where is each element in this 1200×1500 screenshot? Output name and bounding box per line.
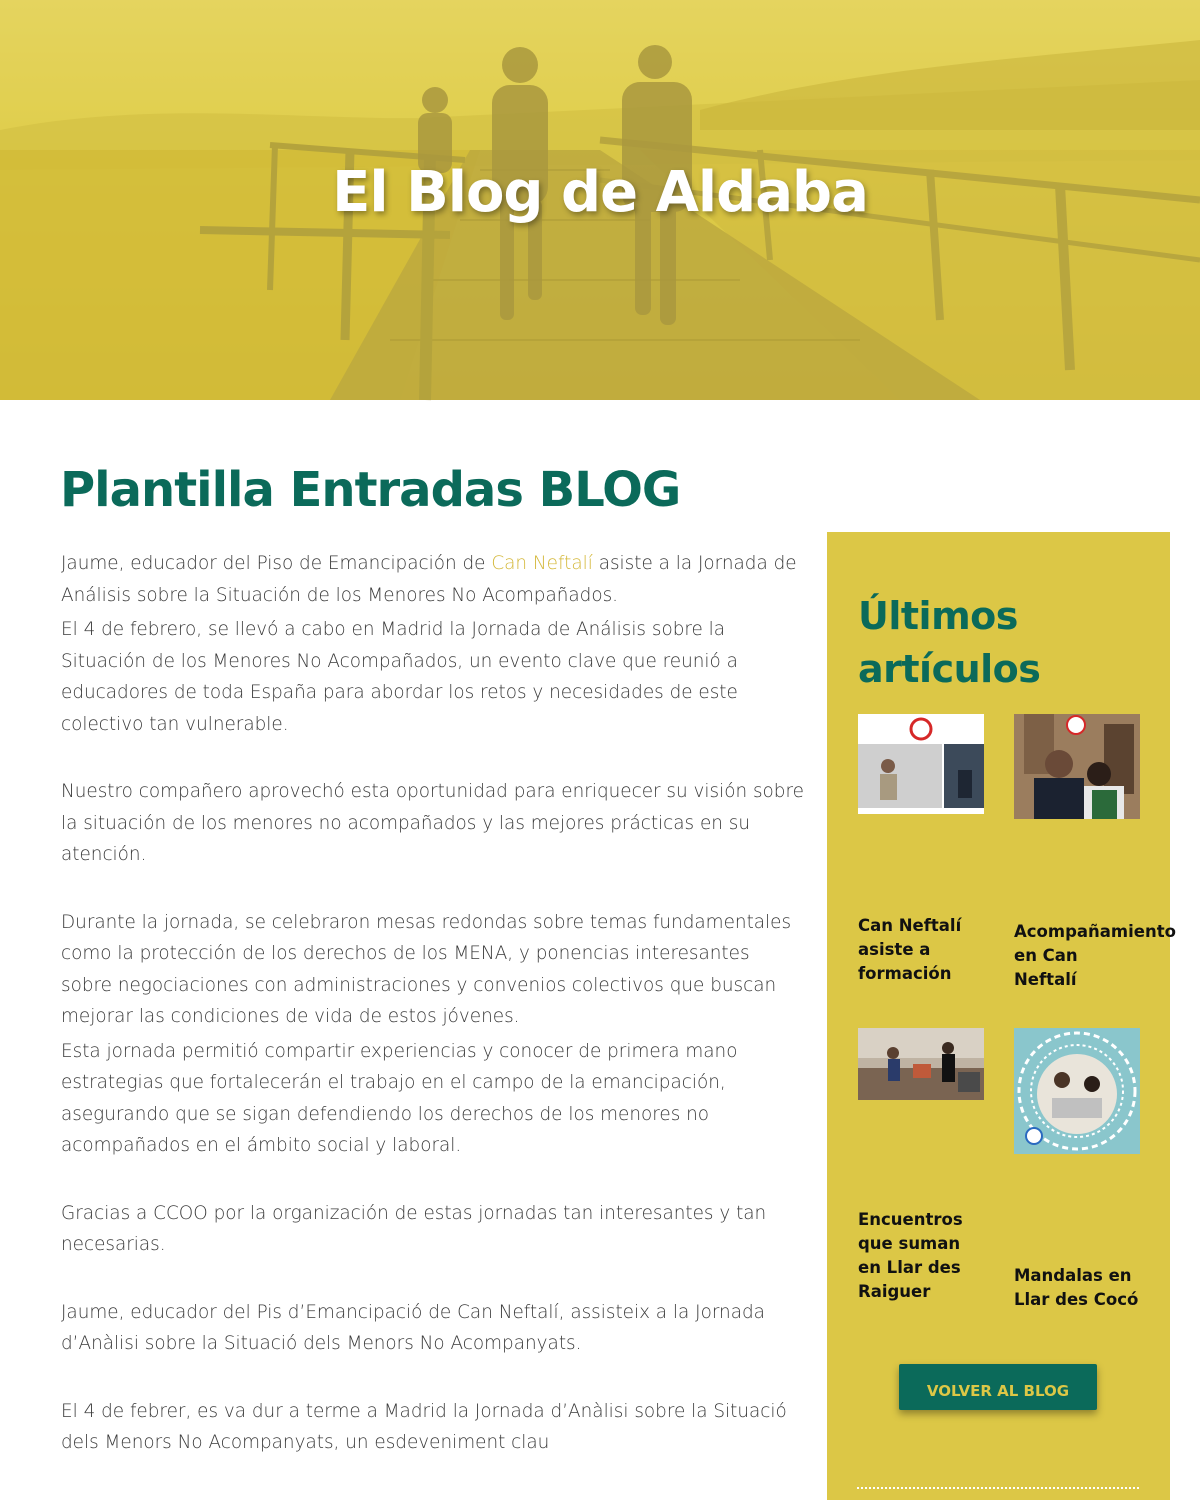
post-paragraph: Jaume, educador del Pis d’Emancipació de Can Neftalí, assisteix a la Jornada d’Anàlisi sobre la Situació dels Menors No Acompanyats. <box>61 1301 765 1354</box>
post-title: Plantilla Entradas BLOG <box>60 462 681 518</box>
post-paragraph: Durante la jornada, se celebraron mesas redondas sobre temas fundamentales como la protección de los derechos de los MENA, y ponencias interesantes sobre negociaciones con administraciones y convenios colectivos que buscan mejorar las condiciones de vida de estos jóvenes. <box>61 911 792 1027</box>
post-paragraph: Esta jornada permitió compartir experiencias y conocer de primera mano estrategias que fortalecerán el trabajo en el campo de la emancipación, asegurando que se sigan defendiendo los derechos de los menores no acompañados en el ámbito social y laboral. <box>61 1040 738 1156</box>
intro-text: asiste a la Jornada de Análisis sobre la Situación de los Menores No Acompañados. <box>61 553 797 606</box>
post-paragraph: El 4 de febrer, es va dur a terme a Madrid la Jornada d’Anàlisi sobre la Situació dels Menors No Acompanyats, un esdeveniment clau <box>61 1400 787 1453</box>
article-thumbnail[interactable] <box>858 1028 984 1100</box>
sidebar-divider <box>857 1487 1139 1489</box>
post-intro <box>61 548 806 611</box>
article-title[interactable]: Mandalas en Llar des Cocó <box>1014 1266 1139 1309</box>
can-neftali-link[interactable]: Can Neftalí <box>491 553 593 574</box>
article-title[interactable]: Can Neftalí asiste a formación <box>858 916 962 983</box>
article-thumbnail[interactable] <box>1014 1028 1140 1154</box>
back-to-blog-button[interactable]: VOLVER AL BLOG <box>899 1364 1097 1410</box>
hero-banner <box>0 0 1200 400</box>
sidebar-latest-articles <box>827 532 1176 1500</box>
post-paragraph: El 4 de febrero, se llevó a cabo en Madrid la Jornada de Análisis sobre la Situación de los Menores No Acompañados, un evento clave que reunió a educadores de toda España para abordar los retos y necesidades de este colectivo tan vulnerable. <box>61 619 738 735</box>
intro-text: Jaume, educador del Piso de Emancipación de <box>61 553 492 574</box>
sidebar-title: Últimos artículos <box>858 594 1041 691</box>
post-content <box>61 548 806 1459</box>
article-thumbnail[interactable] <box>858 714 984 814</box>
post-paragraph: Gracias a CCOO por la organización de estas jornadas tan interesantes y tan necesarias. <box>61 1202 767 1255</box>
post-paragraph: Nuestro compañero aprovechó esta oportunidad para enriquecer su visión sobre la situación de los menores no acompañados y las mejores prácticas en su atención. <box>61 781 804 865</box>
article-thumbnail[interactable] <box>1014 714 1140 819</box>
article-title[interactable]: Acompañamiento en Can Neftalí <box>1014 922 1176 989</box>
article-title[interactable]: Encuentros que suman en Llar des Raiguer <box>858 1210 963 1301</box>
hero-title: El Blog de Aldaba <box>332 160 868 225</box>
